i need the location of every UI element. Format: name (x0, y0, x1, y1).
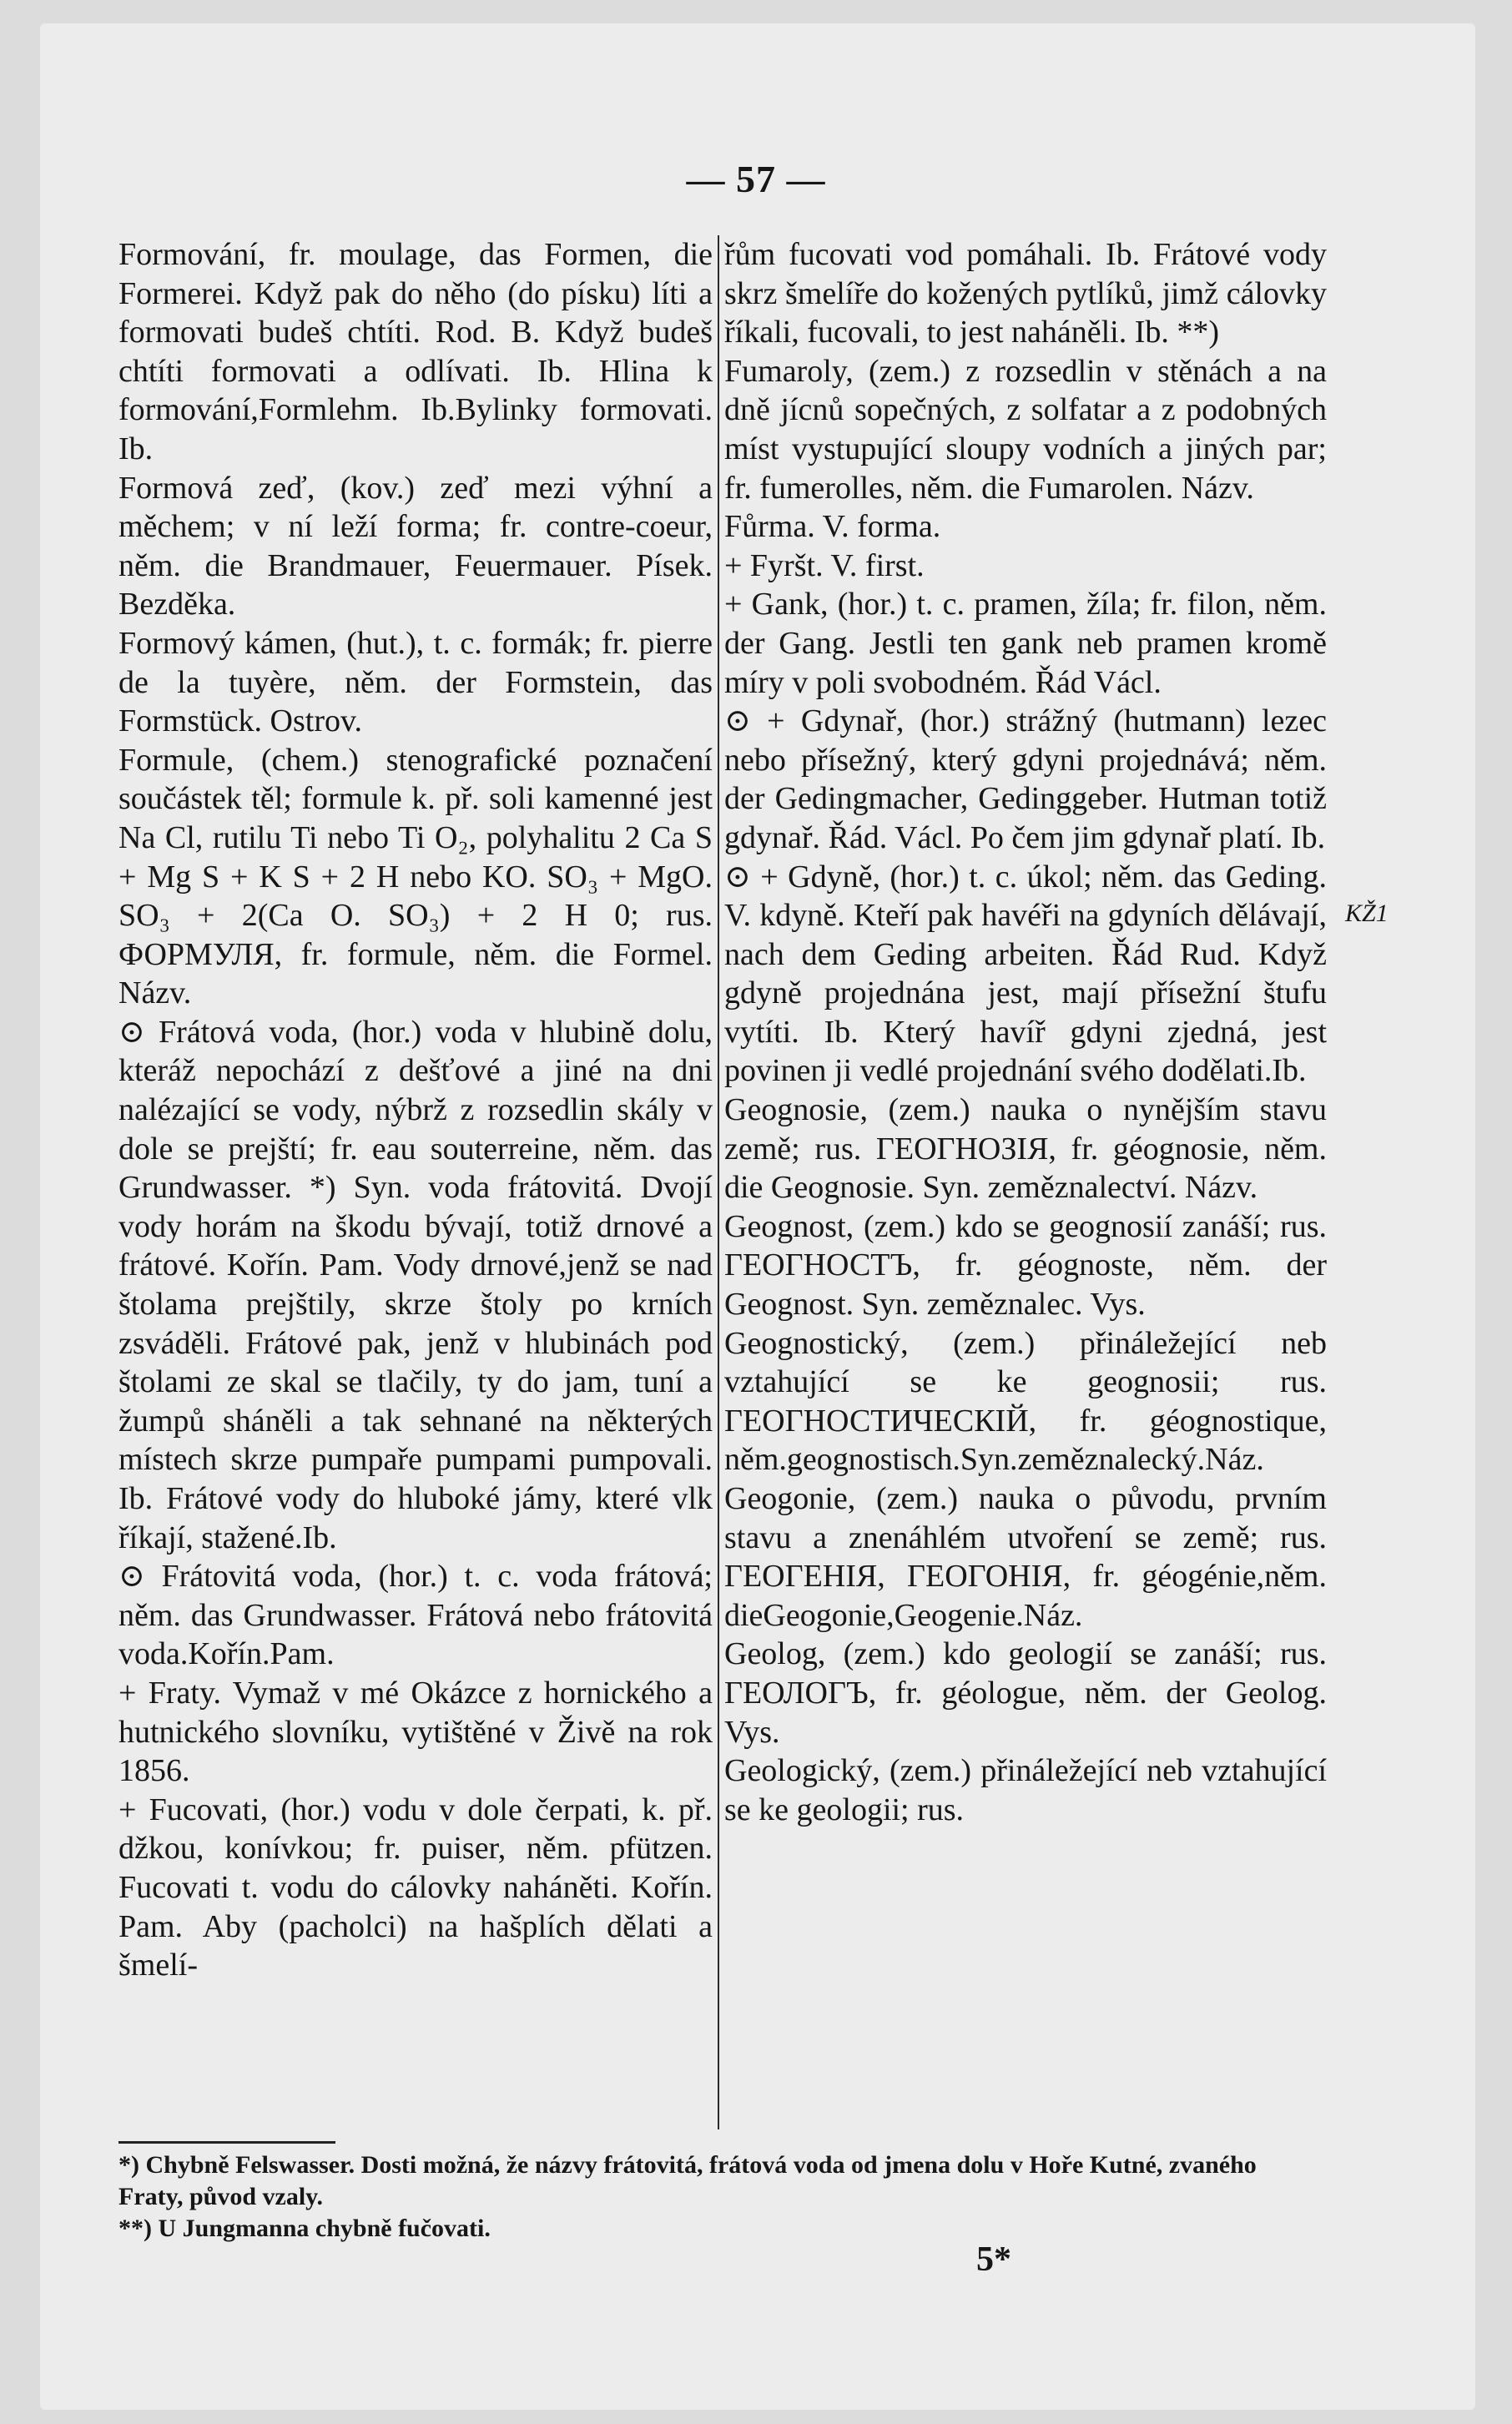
margin-note: KŽ1 (1345, 900, 1389, 927)
entry-furma: Fůrma. V. forma. (724, 509, 941, 545)
entry-formova-zed: Formová zeď, (kov.) zeď mezi výhní a měchem; v ní leží forma; fr. contre-coeur, něm. die Brandmauer, Feuermauer. Písek. Bezděka. (118, 470, 713, 622)
entry-fyrst: + Fyršt. V. first. (724, 547, 925, 583)
right-column (724, 235, 1327, 2129)
left-column (118, 235, 713, 2129)
entry-formovy-kamen: Formový kámen, (hut.), t. c. formák; fr. pierre de la tuyère, něm. der Formstein, das Formstück. Ostrov. (118, 625, 713, 739)
entry-geogonie: Geogonie, (zem.) nauka o původu, prvním stavu a znenáhlém utvoření se země; rus. ГЕОГЕНІЯ, ГЕОГОНІЯ, fr. géogénie,něm. dieGeogonie,Geogenie.Náz. (724, 1481, 1327, 1633)
page-number: — 57 — (686, 158, 826, 200)
entry-formovani: Formování, fr. moulage, das Formen, die Formerei. Když pak do něho (do písku) líti a formovati budeš chtíti. Rod. B. Když budeš chtíti formovati a odlívati. Ib. Hlina k formování,Formlehm. Ib.Bylinky formovati. Ib. (118, 237, 713, 466)
entry-geolog: Geolog, (zem.) kdo geologií se zanáší; rus. ГЕОЛОГЪ, fr. géologue, něm. der Geolog. Vys. (724, 1636, 1327, 1750)
footnote-rule (118, 2141, 335, 2144)
entry-formule: Formule, (chem.) stenografické poznačení součástek těl; formule k. př. soli kamenné jest Na Cl, rutilu Ti nebo Ti O₂, polyhalitu 2 Ca S + Mg S + K S + 2 H nebo KO. SO₃ + MgO. SO₃ + 2(Ca O. SO₃) + 2 H 0; rus. ФОРМУЛЯ, fr. formule, něm. die Formel. Názv. (118, 742, 713, 1011)
entry-fumaroly: Fumaroly, (zem.) z rozsedlin v stěnách a na dně jícnů sopečných, z solfatar a z podobných míst vystupující sloupy vodních a jiných par; fr. fumerolles, něm. die Fumarolen. Názv. (724, 353, 1327, 506)
entry-geognosie: Geognosie, (zem.) nauka o nynějším stavu země; rus. ГЕОГНОЗІЯ, fr. géognosie, něm. die Geognosie. Syn. zeměznalectví. Názv. (724, 1092, 1327, 1206)
footnote-2: **) U Jungmanna chybně fučovati. (118, 2215, 491, 2242)
entry-fucovati: + Fucovati, (hor.) vodu v dole čerpati, k. př. džkou, konívkou; fr. puiser, něm. pfützen. Fucovati t. vodu do cálovky naháněti. Kořín. Pam. Aby (pacholci) na hašplích dělati a šmelí- (118, 1792, 713, 1983)
entry-fratovita-voda: ⊙ Frátovitá voda, (hor.) t. c. voda frátová; něm. das Grundwasser. Frátová nebo frátovitá voda.Kořín.Pam. (118, 1559, 713, 1672)
footnotes (118, 2149, 1320, 2245)
entry-geologicky: Geologický, (zem.) přináležející neb vztahující se ke geologii; rus. (724, 1753, 1327, 1827)
column-divider (718, 235, 719, 2129)
entry-gdyne: ⊙ + Gdyně, (hor.) t. c. úkol; něm. das Geding. V. kdyně. Kteří pak havéři na gdyních dělávají, nach dem Geding arbeiten. Řád Rud. Když gdyně projednána jest, mají přísežní štufu vytíti. Ib. Který havíř gdyni zjedná, jest povinen ji vedlé projednání svého dodělati.Ib. (724, 859, 1327, 1089)
footnote-1: *) Chybně Felswasser. Dosti možná, že názvy frátovitá, frátová voda od jmena dolu v Hoře Kutné, zvaného Fraty, původ vzaly. (118, 2151, 1257, 2210)
signature-mark: 5* (976, 2240, 1011, 2279)
entry-gdynar: ⊙ + Gdynař, (hor.) strážný (hutmann) lezec nebo přísežný, který gdyni projednává; něm. der Gedingmacher, Gedinggeber. Hutman totiž gdynař. Řád. Václ. Po čem jim gdynař platí. Ib. (724, 703, 1327, 855)
entry-geognost: Geognost, (zem.) kdo se geognosií zanáší; rus. ГЕОГНОСТЪ, fr. géognoste, něm. der Geognost. Syn. zeměznalec. Vys. (724, 1208, 1327, 1323)
entry-fucovati-cont: řům fucovati vod pomáhali. Ib. Frátové vody skrz šmelíře do kožených pytlíků, jimž cálovky říkali, fucovali, to jest naháněli. Ib. **) (724, 237, 1327, 350)
entry-fratova-voda: ⊙ Frátová voda, (hor.) voda v hlubině dolu, kteráž nepochází z dešťové a jiné na dni nalézající se vody, nýbrž z rozsedlin skály v dole se prejští; fr. eau souterreine, něm. das Grundwasser. *) Syn. voda frátovitá. Dvojí vody horám na škodu bývají, totiž drnové a frátové. Kořín. Pam. Vody drnové,jenž se nad štolama prejštily, skrze štoly po krních zsváděli. Frátové pak, jenž v hlubinách pod štolami ze skal se tlačily, ty do jam, tuní a žumpů sháněli a tak sehnané na některých místech skrze pumpaře pumpami pumpovali. Ib. Frátové vody do hluboké jámy, které vlk říkají, stažené.Ib. (118, 1014, 713, 1555)
entry-gank: + Gank, (hor.) t. c. pramen, žíla; fr. filon, něm. der Gang. Jestli ten gank neb pramen kromě míry v poli svobodném. Řád Václ. (724, 587, 1327, 700)
entry-fraty: + Fraty. Vymaž v mé Okázce z hornického a hutnického slovníku, vytištěné v Živě na rok 1856. (118, 1675, 713, 1789)
entry-geognosticky: Geognostický, (zem.) přináležející neb vztahující se ke geognosii; rus. ГЕОГНОСТИЧЕСКІЙ, fr. géognostique, něm.geognostisch.Syn.zeměznalecký.Náz. (724, 1325, 1327, 1478)
